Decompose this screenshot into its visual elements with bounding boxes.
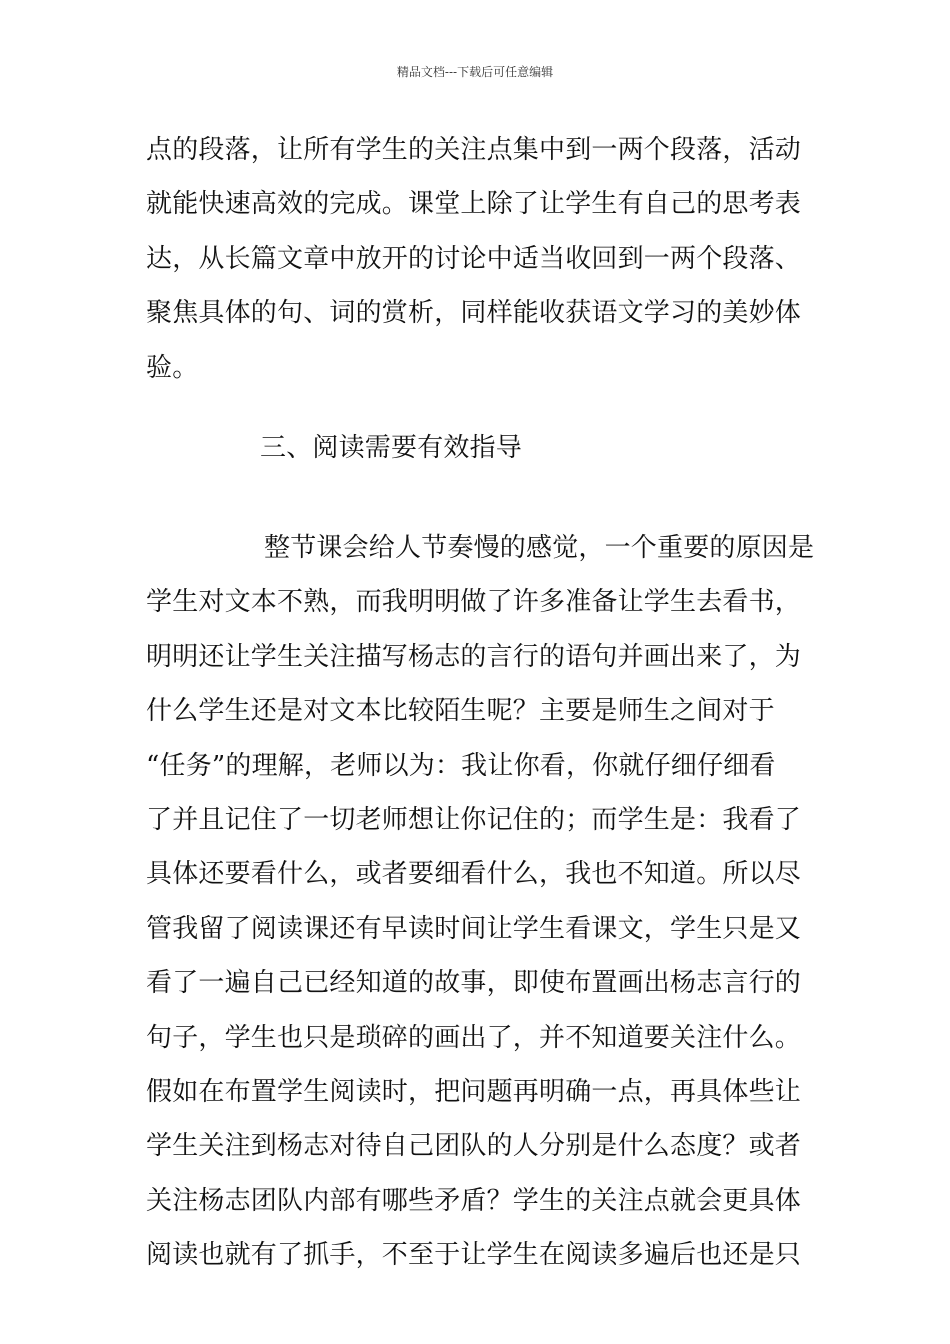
text-line: 明明还让学生关注描写杨志的言行的语句并画出来了，为 bbox=[146, 641, 802, 672]
paragraph-2 bbox=[146, 521, 815, 1282]
text-line: 阅读也就有了抓手，不至于让学生在阅读多遍后也还是只 bbox=[146, 1240, 802, 1271]
text-line: 句子，学生也只是琐碎的画出了，并不知道要关注什么。 bbox=[146, 1022, 802, 1053]
section-heading-text: 三、阅读需要有效指导 bbox=[260, 433, 523, 463]
text-line: “任务”的理解，老师以为：我让你看，你就仔细仔细看 bbox=[146, 750, 776, 781]
text-line: 具体还要看什么，或者要细看什么，我也不知道。所以尽 bbox=[146, 859, 802, 890]
text-line: 验。 bbox=[146, 352, 199, 383]
text-line: 关注杨志团队内部有哪些矛盾？学生的关注点就会更具体 bbox=[146, 1185, 802, 1216]
text-line: 什么学生还是对文本比较陌生呢？主要是师生之间对于 bbox=[146, 696, 775, 727]
text-line: 就能快速高效的完成。课堂上除了让学生有自己的思考表 bbox=[146, 189, 802, 220]
page-header: 精品文档---下载后可任意编辑 bbox=[396, 65, 554, 79]
text-line: 点的段落，让所有学生的关注点集中到一两个段落，活动 bbox=[146, 135, 802, 165]
text-line: 学生对文本不熟，而我明明做了许多准备让学生去看书， bbox=[146, 587, 802, 618]
paragraph-1 bbox=[146, 123, 808, 395]
text-line: 聚焦具体的句、词的赏析，同样能收获语文学习的美妙体 bbox=[146, 298, 802, 329]
text-line: 假如在布置学生阅读时，把问题再明确一点，再具体些让 bbox=[146, 1076, 802, 1107]
text-line: 整节课会给人节奏慢的感觉，一个重要的原因是 bbox=[264, 533, 815, 563]
text-line: 学生关注到杨志对待自己团队的人分别是什么态度？或者 bbox=[146, 1131, 802, 1162]
text-line: 管我留了阅读课还有早读时间让学生看课文，学生只是又 bbox=[146, 913, 802, 944]
text-line: 看了一遍自己已经知道的故事，即使布置画出杨志言行的 bbox=[146, 968, 802, 999]
section-heading bbox=[260, 421, 808, 475]
text-line: 了并且记住了一切老师想让你记住的；而学生是：我看了 bbox=[146, 804, 802, 835]
text-line: 达，从长篇文章中放开的讨论中适当收回到一两个段落、 bbox=[146, 243, 802, 274]
